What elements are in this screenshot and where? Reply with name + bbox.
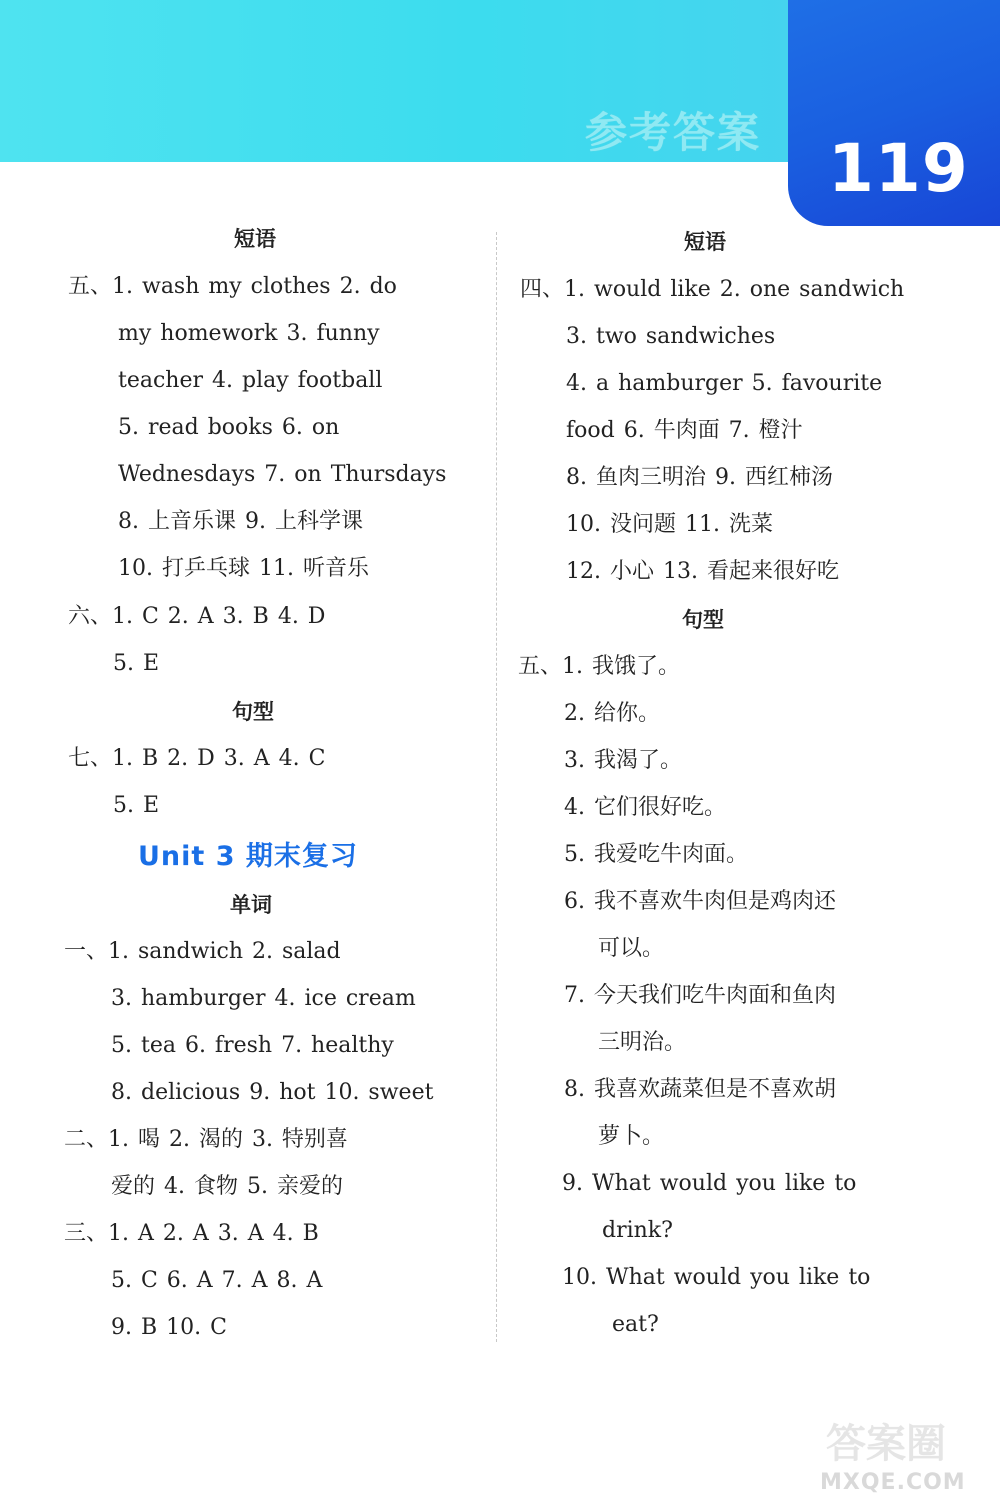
column-divider — [496, 232, 497, 1342]
answer-line: eat? — [612, 1312, 659, 1337]
answer-line: 3. two sandwiches — [566, 324, 776, 349]
right-heading-phrases: 短语 — [684, 230, 726, 254]
answer-line: 5. tea 6. fresh 7. healthy — [111, 1033, 394, 1058]
answer-line: teacher 4. play football — [118, 368, 383, 393]
answer-line: 8. 我喜欢蔬菜但是不喜欢胡 — [564, 1077, 836, 1102]
answer-line: 三明治。 — [598, 1030, 687, 1055]
watermark-logo: 答案圈 — [826, 1421, 946, 1467]
answer-line: 二、1. 喝 2. 渴的 3. 特别喜 — [64, 1127, 348, 1152]
answer-line: 一、1. sandwich 2. salad — [64, 939, 341, 964]
site-watermark — [820, 1412, 995, 1497]
left-heading-words: 单词 — [230, 893, 272, 917]
answer-line: 8. 鱼肉三明治 9. 西红柿汤 — [566, 465, 833, 490]
answer-line: 5. E — [113, 651, 160, 676]
answer-line: 8. 上音乐课 9. 上科学课 — [118, 509, 363, 534]
answer-line: 5. 我爱吃牛肉面。 — [564, 842, 748, 867]
answer-line: 5. E — [113, 793, 160, 818]
watermark-url: MXQE.COM — [820, 1470, 966, 1495]
answer-line: 2. 给你。 — [564, 701, 660, 726]
answer-line: 四、1. would like 2. one sandwich — [520, 277, 905, 302]
answer-line: 4. 它们很好吃。 — [564, 795, 726, 820]
answer-line: 8. delicious 9. hot 10. sweet — [111, 1080, 434, 1105]
right-heading-sentences: 句型 — [682, 608, 724, 632]
answer-line: 五、1. 我饿了。 — [518, 654, 680, 679]
answer-line: 5. read books 6. on — [118, 415, 340, 440]
answer-line: 9. B 10. C — [111, 1315, 227, 1340]
answer-line: 6. 我不喜欢牛肉但是鸡肉还 — [564, 889, 836, 914]
answer-line: 六、1. C 2. A 3. B 4. D — [68, 604, 326, 629]
answer-line: my homework 3. funny — [118, 321, 380, 346]
answer-line: 3. 我渴了。 — [564, 748, 682, 773]
answer-line: 五、1. wash my clothes 2. do — [68, 274, 397, 299]
answer-line: 9. What would you like to — [562, 1171, 857, 1196]
answer-line: 可以。 — [598, 936, 665, 961]
page-number: 119 — [828, 130, 969, 207]
left-heading-phrases: 短语 — [234, 227, 276, 251]
answer-line: 萝卜。 — [598, 1124, 665, 1149]
answer-line: 12. 小心 13. 看起来很好吃 — [566, 559, 839, 584]
answer-line: 10. What would you like to — [562, 1265, 871, 1290]
answer-line: 10. 打乒乓球 11. 听音乐 — [118, 556, 369, 581]
answer-line: 4. a hamburger 5. favourite — [566, 371, 883, 396]
header-title: 参考答案 — [585, 108, 762, 157]
answer-line: 10. 没问题 11. 洗菜 — [566, 512, 773, 537]
left-heading-sentences: 句型 — [232, 700, 274, 724]
answer-line: 7. 今天我们吃牛肉面和鱼肉 — [564, 983, 836, 1008]
answer-line: 爱的 4. 食物 5. 亲爱的 — [111, 1174, 343, 1199]
answer-line: food 6. 牛肉面 7. 橙汁 — [566, 418, 803, 443]
answer-line: drink? — [602, 1218, 673, 1243]
answer-line: 3. hamburger 4. ice cream — [111, 986, 416, 1011]
answer-line: Wednesdays 7. on Thursdays — [118, 462, 447, 487]
answer-line: 七、1. B 2. D 3. A 4. C — [68, 746, 326, 771]
answer-line: 5. C 6. A 7. A 8. A — [111, 1268, 323, 1293]
unit-heading: Unit 3 期末复习 — [138, 841, 358, 872]
answer-line: 三、1. A 2. A 3. A 4. B — [64, 1221, 319, 1246]
